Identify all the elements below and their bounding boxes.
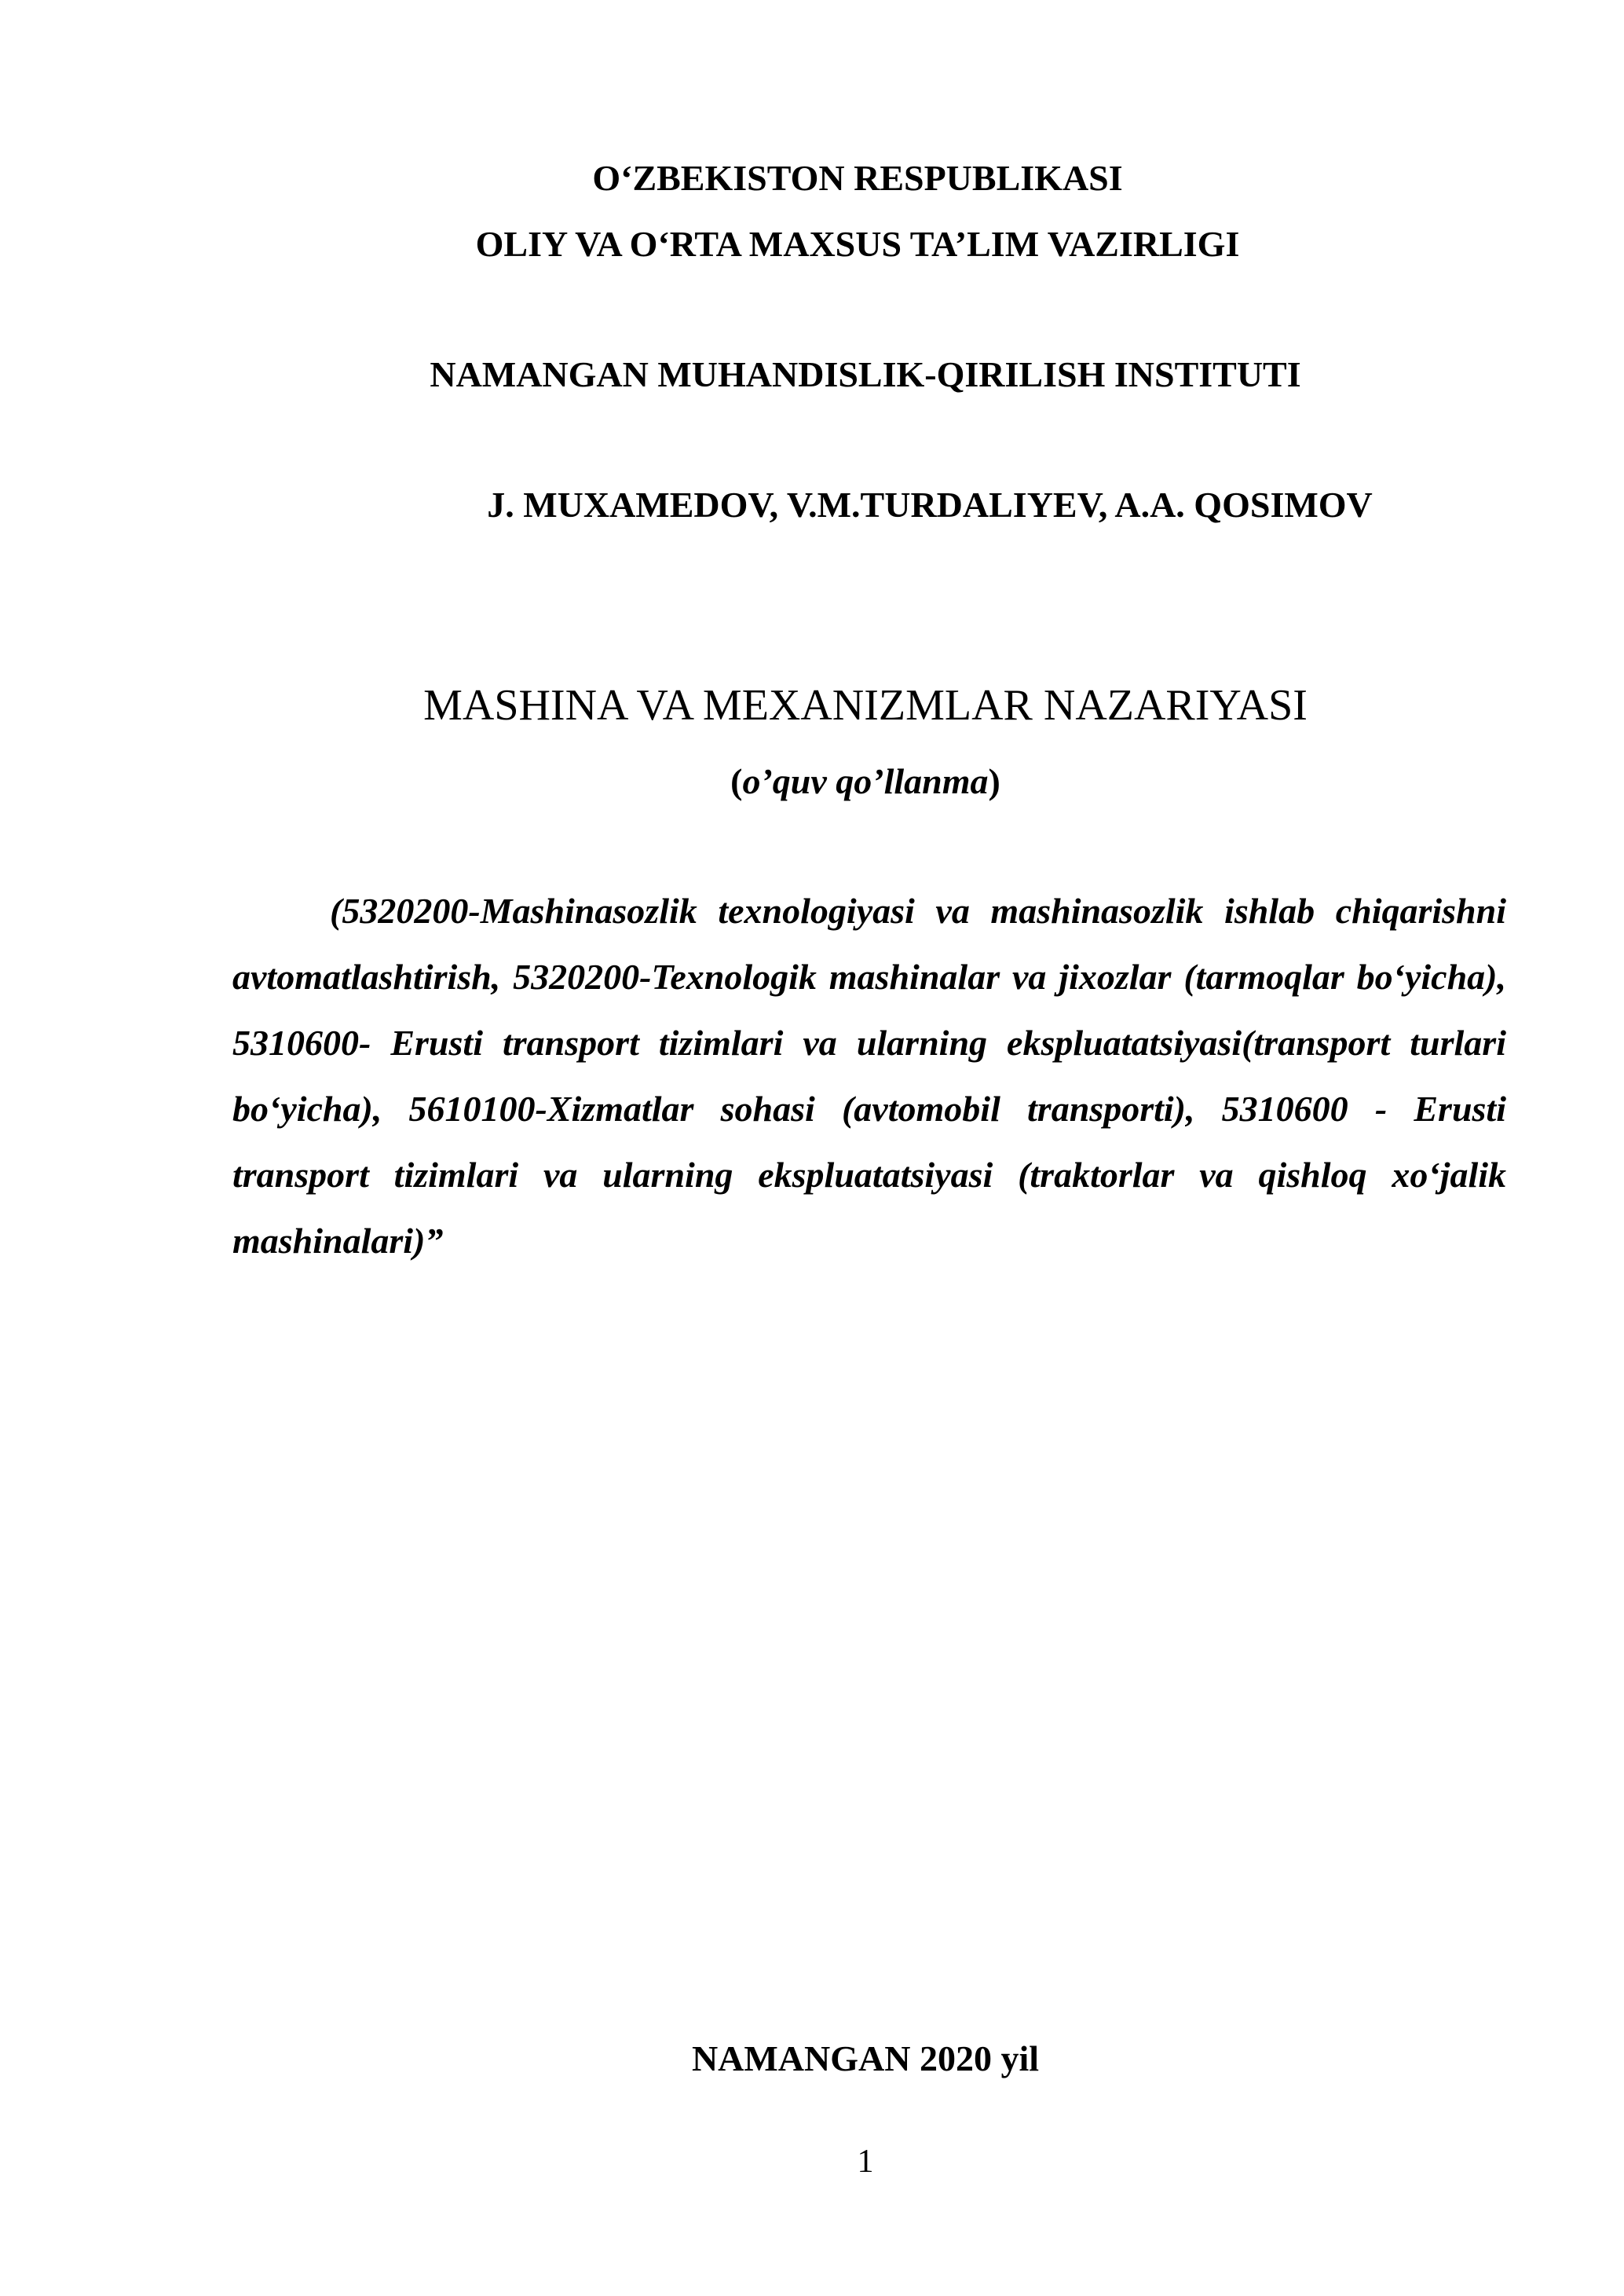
country-heading: O‘ZBEKISTON RESPUBLIKASI bbox=[592, 158, 1123, 198]
ministry-heading: OLIY VA O‘RTA MAXSUS TA’LIM VAZIRLIGI bbox=[475, 224, 1240, 264]
subtitle-text: o’quv qo’llanma bbox=[742, 761, 989, 801]
subtitle-close-paren: ) bbox=[988, 761, 1000, 801]
authors-line: J. MUXAMEDOV, V.M.TURDALIYEV, A.A. QOSIMOV bbox=[487, 485, 1373, 525]
city-year: NAMANGAN 2020 yil bbox=[691, 2038, 1040, 2078]
book-subtitle bbox=[53, 760, 1624, 802]
page-number: 1 bbox=[857, 2144, 874, 2180]
book-title: MASHINA VA MEXANIZMLAR NAZARIYASI bbox=[423, 681, 1308, 730]
subtitle-open-paren: ( bbox=[730, 761, 743, 801]
institute-heading: NAMANGAN MUHANDISLIK-QIRILISH INSTITUTI bbox=[430, 354, 1301, 394]
specialties-paragraph: (5320200-Mashinasozlik texnologiyasi va mashinasozlik ishlab chiqarishni avtomatlashtirish, 5320200-Texnologik mashinalar va jixozlar (tarmoqlar bo‘yicha), 5310600- Erusti transport tizimlari va ularning ekspluatatsiyasi(transport turlari bo‘yicha), 5610100-Xizmatlar sohasi (avtomobil transporti), 5310600 - Erusti transport tizimlari va ularning ekspluatatsiyasi (traktorlar va qishloq xo‘jalik mashinalari)” bbox=[232, 891, 1506, 1261]
